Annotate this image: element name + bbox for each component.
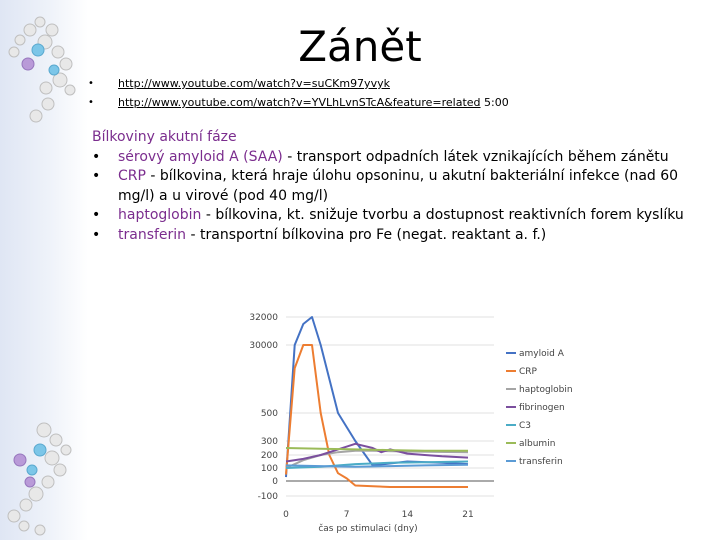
protein-description: - bílkovina, kt. snižuje tvorbu a dostupnost reaktivních forem kyslíku bbox=[201, 207, 684, 223]
bullet: • bbox=[88, 78, 94, 89]
section-heading: Bílkoviny akutní fáze bbox=[92, 129, 237, 145]
y-tick-label: 30000 bbox=[249, 341, 278, 351]
y-axis-ticks bbox=[249, 313, 278, 502]
y-tick-label: 0 bbox=[272, 477, 278, 487]
legend-label: albumin bbox=[519, 439, 556, 449]
slide-title: Zánět bbox=[298, 22, 422, 71]
protein-term: sérový amyloid A (SAA) bbox=[118, 148, 283, 165]
protein-description: - transportní bílkovina pro Fe (negat. reaktant a. f.) bbox=[186, 226, 547, 243]
x-tick-label: 14 bbox=[401, 510, 414, 520]
legend-label: C3 bbox=[519, 421, 532, 431]
y-tick-label: -100 bbox=[257, 492, 278, 502]
y-tick-label: 32000 bbox=[249, 313, 278, 323]
chart-series bbox=[286, 317, 468, 487]
legend-label: haptoglobin bbox=[519, 385, 573, 395]
legend-label: CRP bbox=[519, 367, 537, 377]
series-line-amyloid-A bbox=[286, 317, 468, 477]
y-tick-label: 500 bbox=[260, 409, 278, 419]
x-axis-title: čas po stimulaci (dny) bbox=[318, 524, 418, 533]
x-tick-label: 0 bbox=[283, 510, 289, 520]
protein-description: - bílkovina, která hraje úlohu opsoninu, u akutní bakteriální infekce (nad 60 mg/l) a u virové (pod 40 mg/l) bbox=[118, 168, 679, 204]
chart-grid bbox=[286, 317, 494, 496]
link-item bbox=[88, 74, 509, 93]
protein-term: CRP bbox=[118, 168, 146, 184]
y-tick-label: 100 bbox=[260, 464, 278, 474]
video-link[interactable]: http://www.youtube.com/watch?v=YVLhLvnSTcA&feature=related bbox=[118, 96, 481, 109]
protein-description: - transport odpadních látek vznikajících během zánětu bbox=[282, 148, 669, 165]
list-item bbox=[92, 206, 692, 226]
bullet: • bbox=[92, 168, 101, 184]
series-line-albumin bbox=[286, 448, 468, 451]
list-item bbox=[92, 226, 692, 246]
bullet: • bbox=[92, 148, 101, 165]
protein-list bbox=[92, 148, 692, 246]
legend-label: amyloid A bbox=[519, 349, 564, 359]
molecule-illustration bbox=[0, 0, 95, 540]
link-duration: 5:00 bbox=[480, 96, 509, 109]
protein-term: transferin bbox=[118, 226, 187, 243]
list-item bbox=[92, 167, 692, 206]
legend-label: transferin bbox=[519, 457, 563, 467]
video-link-list bbox=[88, 74, 509, 112]
video-link[interactable]: http://www.youtube.com/watch?v=suCKm97yvyk bbox=[118, 77, 390, 90]
bullet: • bbox=[92, 207, 101, 223]
y-tick-label: 200 bbox=[260, 451, 278, 461]
y-tick-label: 300 bbox=[260, 437, 278, 447]
x-tick-label: 21 bbox=[462, 510, 474, 520]
bullet: • bbox=[88, 97, 94, 108]
legend-label: fibrinogen bbox=[519, 403, 565, 413]
link-item bbox=[88, 93, 509, 112]
x-axis-ticks bbox=[283, 510, 474, 520]
chart-legend bbox=[506, 349, 573, 467]
list-item bbox=[92, 148, 692, 168]
acute-phase-chart bbox=[248, 305, 578, 533]
protein-term: haptoglobin bbox=[118, 207, 202, 223]
slide-body bbox=[92, 128, 692, 245]
x-tick-label: 7 bbox=[343, 510, 350, 520]
bullet: • bbox=[92, 226, 101, 243]
